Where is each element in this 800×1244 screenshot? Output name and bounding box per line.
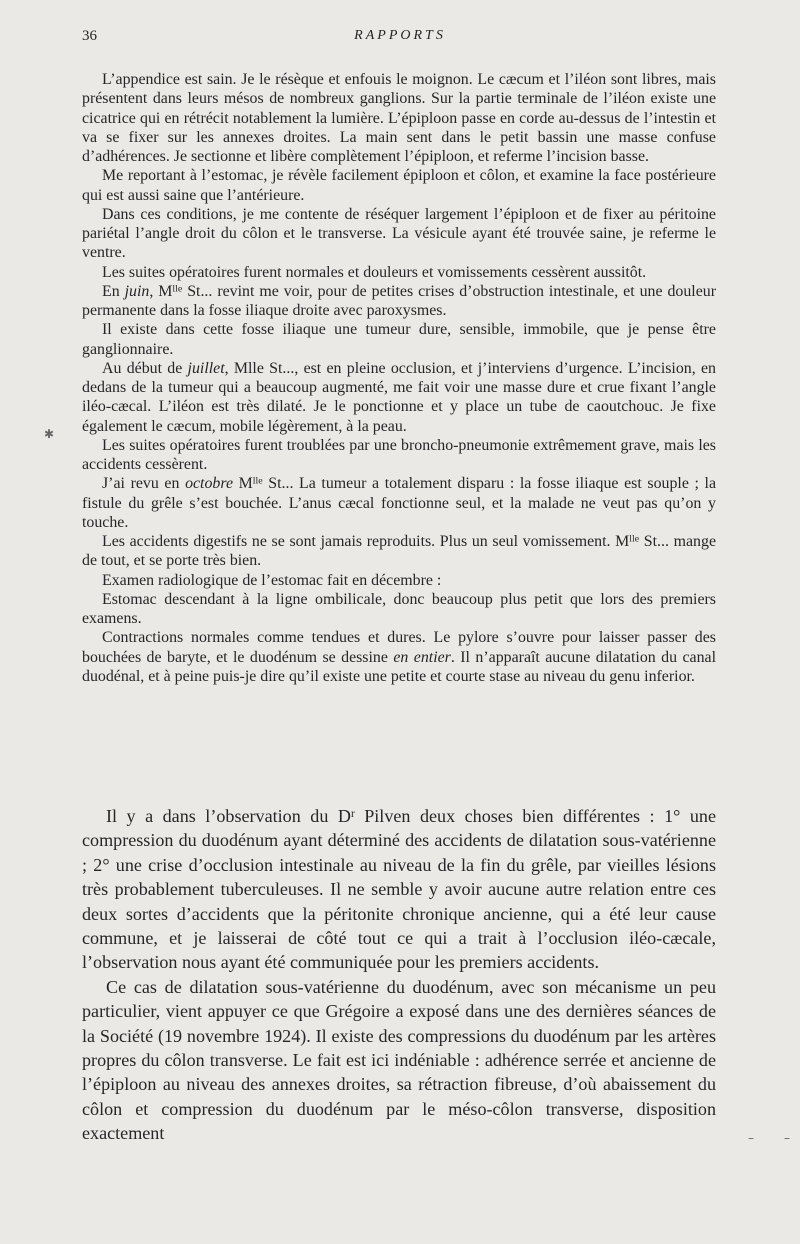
text-run: St... La tumeur a totalement disparu : la fosse iliaque est souple ; la fistule du grêle s’est bouchée. L’anus cæcal fonctionne seul, et la malade ne veut pas qu’on y touche. xyxy=(82,475,717,531)
emphasis: juillet xyxy=(187,359,225,377)
text-run: , M xyxy=(149,282,173,300)
emphasis: en entier xyxy=(393,648,451,666)
paragraph: Examen radiologique de l’estomac fait en décembre : xyxy=(102,571,442,589)
paragraph: L’appendice est sain. Je le résèque et enfouis le moignon. Le cæcum et l’iléon sont libres, mais présentent dans leurs mésos de nombreux ganglions. Sur la partie terminale de l’iléon existe une cicatrice qui en rétrécit notablement la lumière. L’épiploon passe en corde au-dessus de l’intestin et va se fixer sur les annexes droites. La main sent dans le petit bassin une masse confuse d’adhérences. Je sectionne et libère complètement l’épiploon, et referme l’incision basse. xyxy=(82,71,716,165)
superscript: r xyxy=(350,807,355,820)
margin-mark: ✱ xyxy=(44,427,55,441)
text-run: M xyxy=(233,475,253,493)
paragraph: Estomac descendant à la ligne ombilicale, donc beaucoup plus petit que lors des premiers examens. xyxy=(82,590,716,627)
paragraph: Les suites opératoires furent normales et douleurs et vomissements cessèrent aussitôt. xyxy=(102,263,647,281)
paragraph xyxy=(82,359,716,436)
text-run: St... mange de tout, et se porte très bien. xyxy=(82,533,716,570)
margin-dash: – xyxy=(784,1131,790,1145)
superscript: lle xyxy=(629,533,640,545)
superscript: lle xyxy=(172,283,183,295)
text-run: Au début de xyxy=(102,359,188,377)
text-run: . Il n’apparaît aucune dilatation du canal duodénal, et à peine puis-je dire qu’il existe une petite et courte stase au niveau du genu inferior. xyxy=(82,648,716,685)
case-observation-text xyxy=(82,70,716,686)
paragraph: Me reportant à l’estomac, je révèle facilement épiploon et côlon, et examine la face postérieure qui est aussi saine que l’antérieure. xyxy=(82,167,716,204)
paragraph xyxy=(82,804,716,975)
running-head xyxy=(82,28,718,50)
paragraph xyxy=(82,975,716,1146)
paragraph xyxy=(82,532,716,571)
emphasis: octobre xyxy=(185,475,234,493)
paragraph: Les suites opératoires furent troublées par une broncho-pneumonie extrêmement grave, mais les accidents cessèrent. xyxy=(82,436,716,473)
text-run: Ce cas de dilatation sous-vatérienne du duodénum, avec son mécanisme un peu particulier, vient appuyer ce que Grégoire a exposé dans une des dernières séances de la Société (19 novembre 1924). Il existe des compressions du duodénum par les artères propres du côlon transverse. Le fait est ici indéniable : adhérence serrée et ancienne de l’épiploon au niveau des annexes droites, sa rétraction fibreuse, d’où abaissement du côlon et compression du duodénum par le méso-côlon transverse, disposition exactement xyxy=(82,976,716,1144)
page-number: 36 xyxy=(82,28,97,44)
running-title: RAPPORTS xyxy=(354,28,446,43)
margin-dash: – xyxy=(748,1131,754,1145)
paragraph: Il existe dans cette fosse iliaque une tumeur dure, sensible, immobile, que je pense être ganglionnaire. xyxy=(82,321,716,358)
paragraph xyxy=(82,474,716,532)
text-run: J’ai revu en xyxy=(102,475,186,493)
emphasis: juin xyxy=(124,282,150,300)
paragraph xyxy=(82,282,716,321)
text-run: Pilven deux choses bien différentes : 1° une compression du duodénum ayant déterminé des accidents de dilatation sous-vatérienne ; 2° une crise d’occlusion intestinale au niveau de la fin du grêle, par vieilles lésions très probablement tuberculeuses. Il ne semble y avoir aucune autre relation entre ces deux sortes d’accidents que la péritonite chronique ancienne, qui a été leur cause commune, et je laisserai de côté tout ce qui a trait à l’occlusion iléo-cæcale, l’observation nous ayant été communiquée pour les premiers accidents. xyxy=(82,806,716,973)
text-run: En xyxy=(102,282,125,300)
text-run: Il y a dans l’observation du D xyxy=(106,806,351,826)
paragraph xyxy=(82,628,716,686)
superscript: lle xyxy=(252,475,263,487)
commentary-text xyxy=(82,804,716,1146)
text-run: Les accidents digestifs ne se sont jamais reproduits. Plus un seul vomissement. M xyxy=(102,533,630,550)
paragraph: Dans ces conditions, je me contente de réséquer largement l’épiploon et de fixer au péritoine pariétal l’angle droit du côlon et le transverse. La vésicule ayant été trouvée saine, je referme le ventre. xyxy=(82,205,716,262)
text-run: , Mlle St..., est en pleine occlusion, et j’interviens d’urgence. L’incision, en dedans de la tumeur qui a beaucoup augmenté, me fait voir une masse dure et crue fixant l’angle iléo-cæcal. L’iléon est très dilaté. Je le ponctionne et y place un tube de caoutchouc. Je fixe également le cæcum, mobile légèrement, à la peau. xyxy=(82,359,716,435)
text-run: Contractions normales comme tendues et dures. Le pylore s’ouvre pour laisser passer des bouchées de baryte, et le duodénum se dessine xyxy=(82,629,716,666)
text-run: St... revint me voir, pour de petites crises d’obstruction intestinale, et une douleur permanente dans la fosse iliaque droite avec paroxysmes. xyxy=(82,282,717,319)
